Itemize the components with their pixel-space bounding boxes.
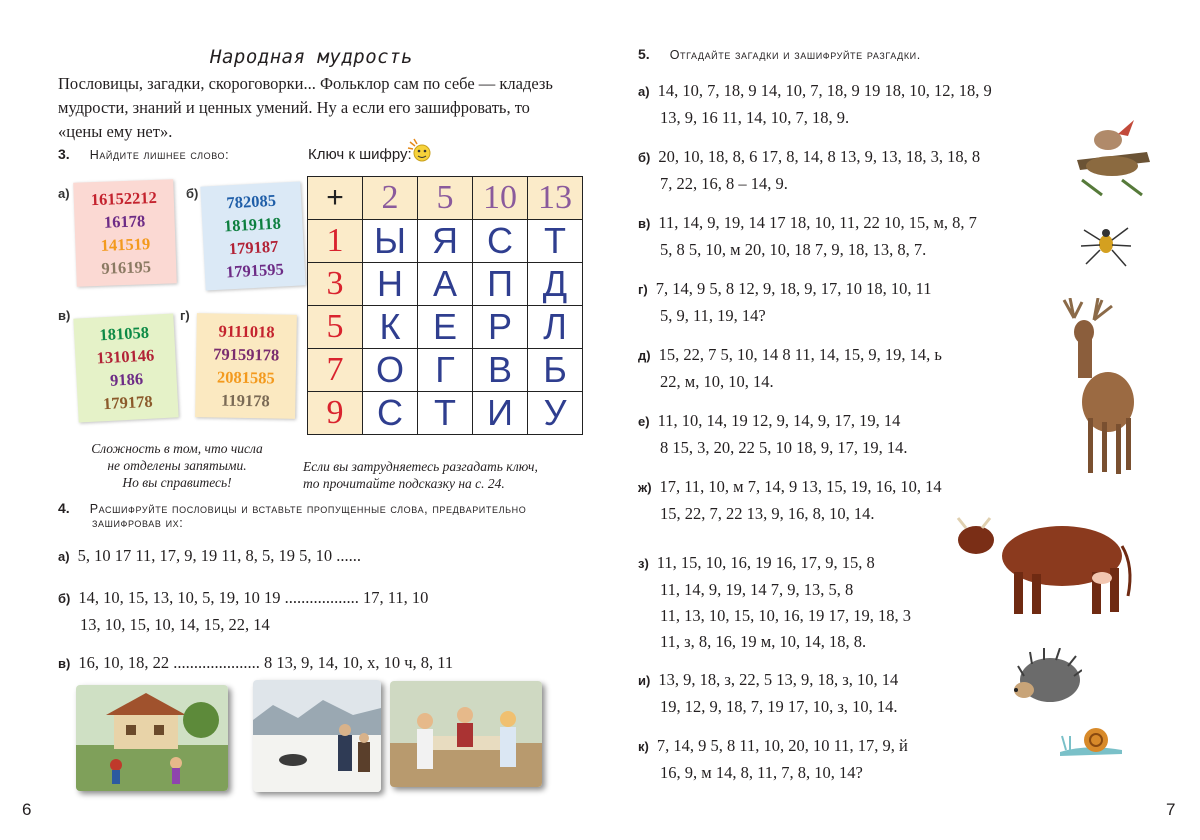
- card-number: 179178: [102, 391, 154, 414]
- bird-nest-illustration: [1072, 100, 1152, 198]
- card-number: 79159178: [213, 344, 280, 365]
- task-4-text-line: Расшифруйте пословицы и вставьте пропущенные слова, предварительно: [89, 502, 527, 516]
- cipher-cell: Д: [528, 263, 583, 306]
- proverb-b: [58, 585, 428, 638]
- riddle-code: 7, 14, 9 5, 8 12, 9, 18, 9, 17, 10 18, 10, 11: [655, 279, 932, 298]
- riddle-code: 5, 8 5, 10, м 20, 10, 18 7, 9, 18, 13, 8, 7.: [660, 240, 927, 259]
- task-5-text: Отгадайте загадки и зашифруйте разгадки.: [669, 48, 921, 62]
- card-number: 16178: [103, 211, 146, 232]
- cipher-col-header: 13: [528, 177, 583, 220]
- cipher-cell: С: [473, 220, 528, 263]
- card-number: 179187: [228, 236, 279, 259]
- note-line: не отделены запятыми.: [107, 458, 247, 473]
- riddle-f: [638, 408, 908, 461]
- riddle-code: 7, 22, 16, 8 – 14, 9.: [660, 174, 788, 193]
- riddle-code: 17, 11, 10, м 7, 14, 9 13, 15, 19, 16, 10, 14: [659, 477, 942, 496]
- riddle-code: 7, 14, 9 5, 8 11, 10, 20, 10 11, 17, 9, й: [656, 736, 908, 755]
- task-4-header: [58, 500, 573, 530]
- cipher-cell: В: [473, 349, 528, 392]
- task-3-header: [58, 146, 229, 162]
- cipher-cell: С: [363, 392, 418, 435]
- note-line: Если вы затрудняетесь разгадать ключ,: [303, 459, 538, 474]
- card-number: 9186: [109, 369, 144, 390]
- note-line: Но вы справитесь!: [122, 475, 232, 490]
- riddle-i: [638, 667, 898, 720]
- cipher-corner: +: [308, 177, 363, 220]
- number-card-b: [200, 181, 305, 290]
- cipher-cell: Г: [418, 349, 473, 392]
- riddle-code: 15, 22, 7, 22 13, 9, 16, 8, 10, 14.: [660, 504, 875, 523]
- key-label: Ключ к шифру:: [308, 146, 412, 163]
- proverb-label: б): [58, 591, 71, 606]
- cipher-col-header: 2: [363, 177, 418, 220]
- riddle-code: 22, м, 10, 10, 14.: [660, 372, 774, 391]
- riddle-label: е): [638, 414, 650, 429]
- card-number: 916195: [101, 257, 152, 278]
- number-card-c: [73, 313, 178, 422]
- cipher-key-table: [307, 176, 583, 435]
- village-illustration: [76, 685, 228, 791]
- cipher-row-header: 3: [308, 263, 363, 306]
- cipher-cell: И: [473, 392, 528, 435]
- card-c-label: в): [58, 308, 71, 323]
- riddle-code: 20, 10, 18, 8, 6 17, 8, 14, 8 13, 9, 13, 18, 3, 18, 8: [658, 147, 981, 166]
- riddle-label: в): [638, 216, 651, 231]
- card-number: 181058: [98, 322, 150, 345]
- card-number: 119178: [220, 390, 270, 411]
- card-a-label: а): [58, 186, 70, 201]
- proverb-code: 14, 10, 15, 13, 10, 5, 19, 10 19 .................. 17, 11, 10: [78, 588, 429, 607]
- card-number: 782085: [225, 190, 277, 213]
- number-card-d: [195, 313, 297, 419]
- proverb-code: 13, 10, 15, 10, 14, 15, 22, 14: [80, 615, 270, 634]
- card-number: 9111018: [218, 321, 275, 342]
- riddle-code: 8 15, 3, 20, 22 5, 10 18, 9, 17, 19, 14.: [660, 438, 908, 457]
- cipher-cell: Т: [418, 392, 473, 435]
- task-3-text: Найдите лишнее слово:: [89, 148, 230, 162]
- card-number: 1310146: [96, 345, 155, 368]
- page-title: Народная мудрость: [210, 46, 413, 68]
- riddle-e: [638, 342, 942, 395]
- riddle-code: 11, 14, 9, 19, 14 7, 9, 13, 5, 8: [660, 580, 854, 599]
- riddle-code: 14, 10, 7, 18, 9 14, 10, 7, 18, 9 19 18, 10, 12, 18, 9: [657, 81, 992, 100]
- riddle-code: 11, 13, 10, 15, 10, 16, 19 17, 19, 18, 3: [660, 606, 912, 625]
- cipher-cell: Л: [528, 306, 583, 349]
- number-card-a: [73, 179, 177, 286]
- riddle-code: 19, 12, 9, 18, 7, 19 17, 10, з, 10, 14.: [660, 697, 898, 716]
- riddle-label: а): [638, 84, 650, 99]
- riddle-code: 11, 15, 10, 16, 19 16, 17, 9, 15, 8: [656, 553, 875, 572]
- spider-illustration: [1076, 212, 1134, 274]
- cipher-col-header: 5: [418, 177, 473, 220]
- card-number: 1791595: [225, 259, 285, 282]
- cipher-cell: Р: [473, 306, 528, 349]
- riddle-code: 11, з, 8, 16, 19 м, 10, 14, 18, 8.: [660, 632, 867, 651]
- kitchen-illustration: [390, 681, 542, 787]
- cipher-cell: А: [418, 263, 473, 306]
- cipher-cell: Б: [528, 349, 583, 392]
- card-d-label: г): [180, 308, 190, 323]
- task-5-number: 5.: [638, 46, 650, 62]
- proverb-c: [58, 650, 453, 677]
- winter-illustration: [253, 680, 381, 792]
- riddle-d: [638, 276, 932, 329]
- cipher-cell: Я: [418, 220, 473, 263]
- cipher-row-header: 7: [308, 349, 363, 392]
- hint-note-left: [72, 440, 282, 491]
- proverb-label: в): [58, 656, 71, 671]
- smiley-icon: [404, 138, 436, 166]
- cipher-cell: Ы: [363, 220, 418, 263]
- hedgehog-illustration: [1010, 648, 1082, 710]
- riddle-g: [638, 474, 942, 527]
- riddle-code: 13, 9, 16 11, 14, 10, 7, 18, 9.: [660, 108, 850, 127]
- riddle-label: д): [638, 348, 651, 363]
- riddle-label: з): [638, 556, 649, 571]
- cipher-row-header: 1: [308, 220, 363, 263]
- riddle-label: б): [638, 150, 651, 165]
- card-number: 16152212: [90, 187, 158, 210]
- riddle-label: и): [638, 673, 651, 688]
- page-number-left: 6: [22, 800, 32, 819]
- riddle-a: [638, 78, 992, 131]
- riddle-code: 11, 10, 14, 19 12, 9, 14, 9, 17, 19, 14: [657, 411, 901, 430]
- proverb-a: [58, 543, 361, 570]
- riddle-code: 5, 9, 11, 19, 14?: [660, 306, 766, 325]
- note-line: Сложность в том, что числа: [91, 441, 263, 456]
- proverb-code: 16, 10, 18, 22 ..................... 8 13, 9, 14, 10, х, 10 ч, 8, 11: [78, 653, 454, 672]
- proverb-label: а): [58, 549, 70, 564]
- riddle-label: г): [638, 282, 648, 297]
- deer-illustration: [1054, 298, 1138, 476]
- riddle-c: [638, 210, 977, 263]
- task-5-header: [638, 46, 921, 62]
- cipher-cell: К: [363, 306, 418, 349]
- page-number-right: 7: [1166, 800, 1176, 819]
- cipher-cell: Т: [528, 220, 583, 263]
- riddle-code: 16, 9, м 14, 8, 11, 7, 8, 10, 14?: [660, 763, 863, 782]
- cow-illustration: [952, 506, 1136, 618]
- card-b-label: б): [186, 186, 199, 201]
- task-4-text-line: зашифровав их:: [92, 516, 184, 530]
- riddle-code: 11, 14, 9, 19, 14 17 18, 10, 11, 22 10, 15, м, 8, 7: [658, 213, 977, 232]
- riddle-k: [638, 733, 908, 786]
- cipher-cell: Н: [363, 263, 418, 306]
- cipher-row-header: 5: [308, 306, 363, 349]
- cipher-cell: П: [473, 263, 528, 306]
- task-3-number: 3.: [58, 146, 70, 162]
- riddle-code: 13, 9, 18, з, 22, 5 13, 9, 18, з, 10, 14: [658, 670, 899, 689]
- card-number: 1819118: [223, 213, 282, 236]
- hint-note-right: [303, 458, 568, 492]
- snail-illustration: [1056, 722, 1126, 758]
- note-line: то прочитайте подсказку на с. 24.: [303, 476, 505, 491]
- cipher-cell: О: [363, 349, 418, 392]
- cipher-row-header: 9: [308, 392, 363, 435]
- card-number: 2081585: [216, 367, 275, 388]
- cipher-cell: Е: [418, 306, 473, 349]
- riddle-label: ж): [638, 480, 652, 495]
- intro-text: Пословицы, загадки, скороговорки... Фольклор сам по себе — кладезь мудрости, знаний и ценных умений. Ну а если его зашифровать, то «цены ему нет».: [58, 74, 553, 141]
- cipher-col-header: 10: [473, 177, 528, 220]
- riddle-code: 15, 22, 7 5, 10, 14 8 11, 14, 15, 9, 19, 14, ь: [658, 345, 942, 364]
- task-4-number: 4.: [58, 500, 70, 516]
- riddle-h: [638, 550, 911, 655]
- proverb-code: 5, 10 17 11, 17, 9, 19 11, 8, 5, 19 5, 10 ......: [77, 546, 361, 565]
- riddle-b: [638, 144, 980, 197]
- cipher-cell: У: [528, 392, 583, 435]
- riddle-label: к): [638, 739, 649, 754]
- card-number: 141519: [100, 234, 151, 255]
